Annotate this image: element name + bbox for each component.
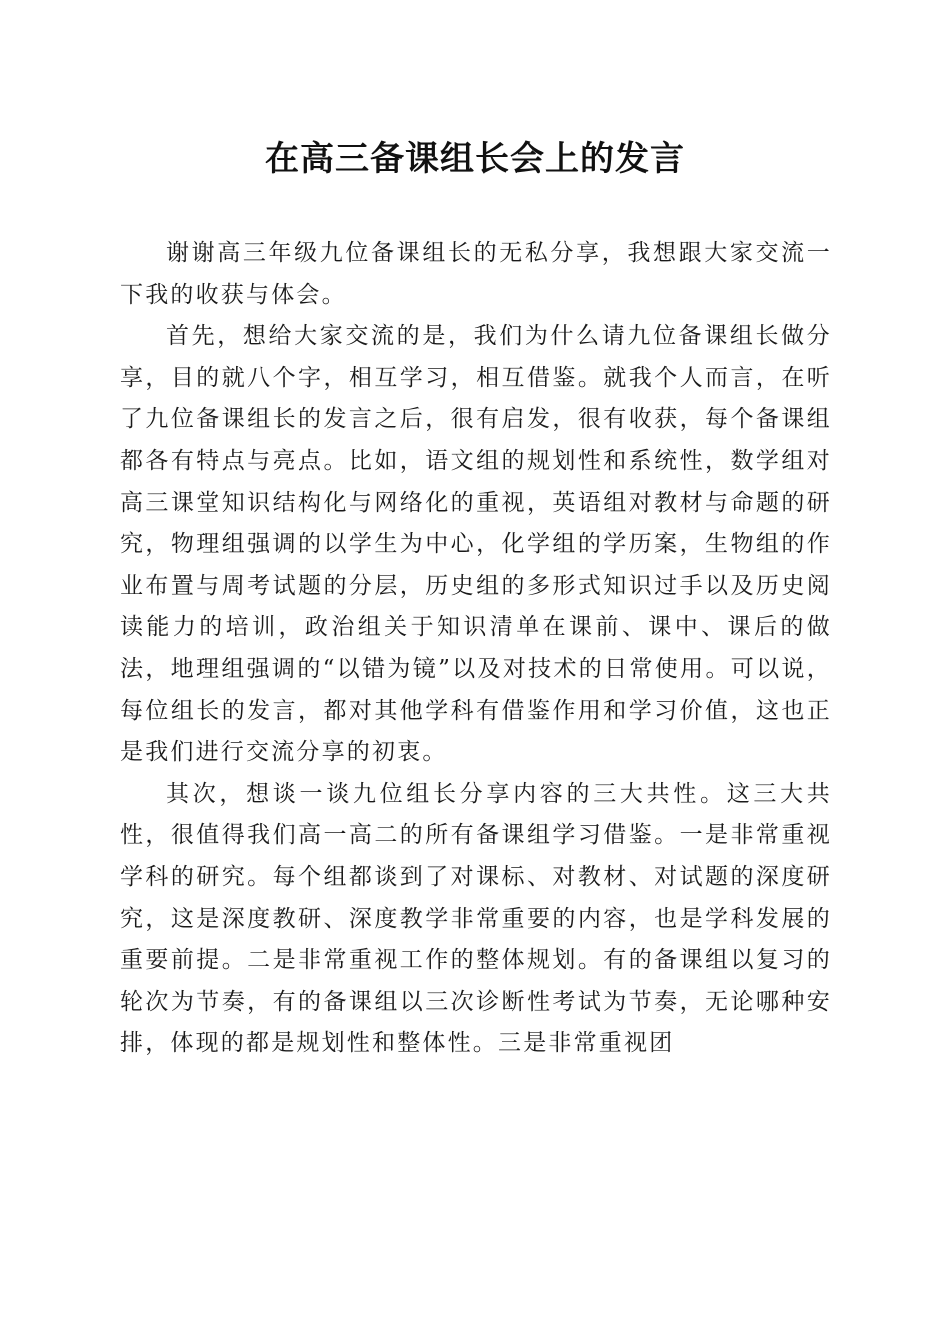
paragraph: 其次，想谈一谈九位组长分享内容的三大共性。这三大共性，很值得我们高一高二的所有备课组学习借鉴。一是非常重视学科的研究。每个组都谈到了对课标、对教材、对试题的深度研究，这是深度教研、深度教学非常重要的内容，也是学科发展的重要前提。二是非常重视工作的整体规划。有的备课组以复习的轮次为节奏，有的备课组以三次诊断性考试为节奏，无论哪种安排，体现的都是规划性和整体性。三是非常重视团 [120, 780, 832, 1057]
paragraph: 首先，想给大家交流的是，我们为什么请九位备课组长做分享，目的就八个字，相互学习，相互借鉴。就我个人而言，在听了九位备课组长的发言之后，很有启发，很有收获，每个备课组都各有特点与亮点。比如，语文组的规划性和系统性，数学组对高三课堂知识结构化与网络化的重视，英语组对教材与命题的研究，物理组强调的以学生为中心，化学组的学历案，生物组的作业布置与周考试题的分层，历史组的多形式知识过手以及历史阅读能力的培训，政治组关于知识清单在课前、课中、课后的做法，地理组强调的“以错为镜”以及对技术的日常使用。可以说，每位组长的发言，都对其他学科有借鉴作用和学习价值，这也正是我们进行交流分享的初衷。 [120, 323, 832, 766]
paragraph: 谢谢高三年级九位备课组长的无私分享，我想跟大家交流一下我的收获与体会。 [120, 240, 832, 308]
document-body [120, 233, 832, 1065]
document-title: 在高三备课组长会上的发言 [265, 139, 685, 179]
